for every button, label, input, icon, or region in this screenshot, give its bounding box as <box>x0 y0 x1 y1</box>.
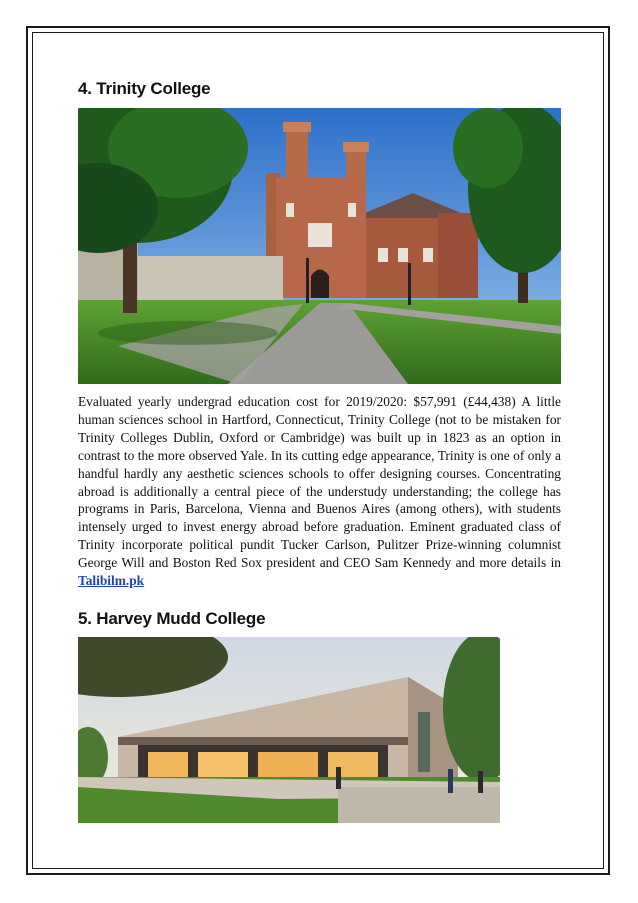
section-heading-harvey-mudd: 5. Harvey Mudd College <box>78 609 266 628</box>
talibilm-link[interactable]: Talibilm.pk <box>78 573 145 589</box>
description-text: Evaluated yearly undergrad education cost for 2019/2020: $57,991 (£44,438) A little human sciences school in Hartford, Connecticut, Trinity College (not to be mistaken for Trinity Colleges Dublin, Oxford or Cambridge) was built up in 1823 as an option in contrast to the more observed Yale. In its cutting edge appearance, Trinity is one of only a handful hardly any aesthetic sciences schools to offer designing courses. Concentrating abroad is additionally a central piece of the understudy understanding; the college has programs in Paris, Barcelona, Vienna and Buenos Aires (among others), with students intensely urged to invest energy abroad before graduation. Eminent graduated class of Trinity incorporate political pundit Tucker Carlson, Pulitzer Prize-winning columnist George Will and Boston Red Sox president and CEO Sam Kennedy and more details in <box>78 394 561 571</box>
trinity-college-photo <box>78 108 561 384</box>
campus-photo-icon <box>78 637 500 823</box>
section-heading-trinity: 4. Trinity College <box>78 79 211 98</box>
campus-photo-icon <box>78 108 561 384</box>
harvey-mudd-college-photo <box>78 637 500 823</box>
trinity-college-description <box>78 393 561 590</box>
